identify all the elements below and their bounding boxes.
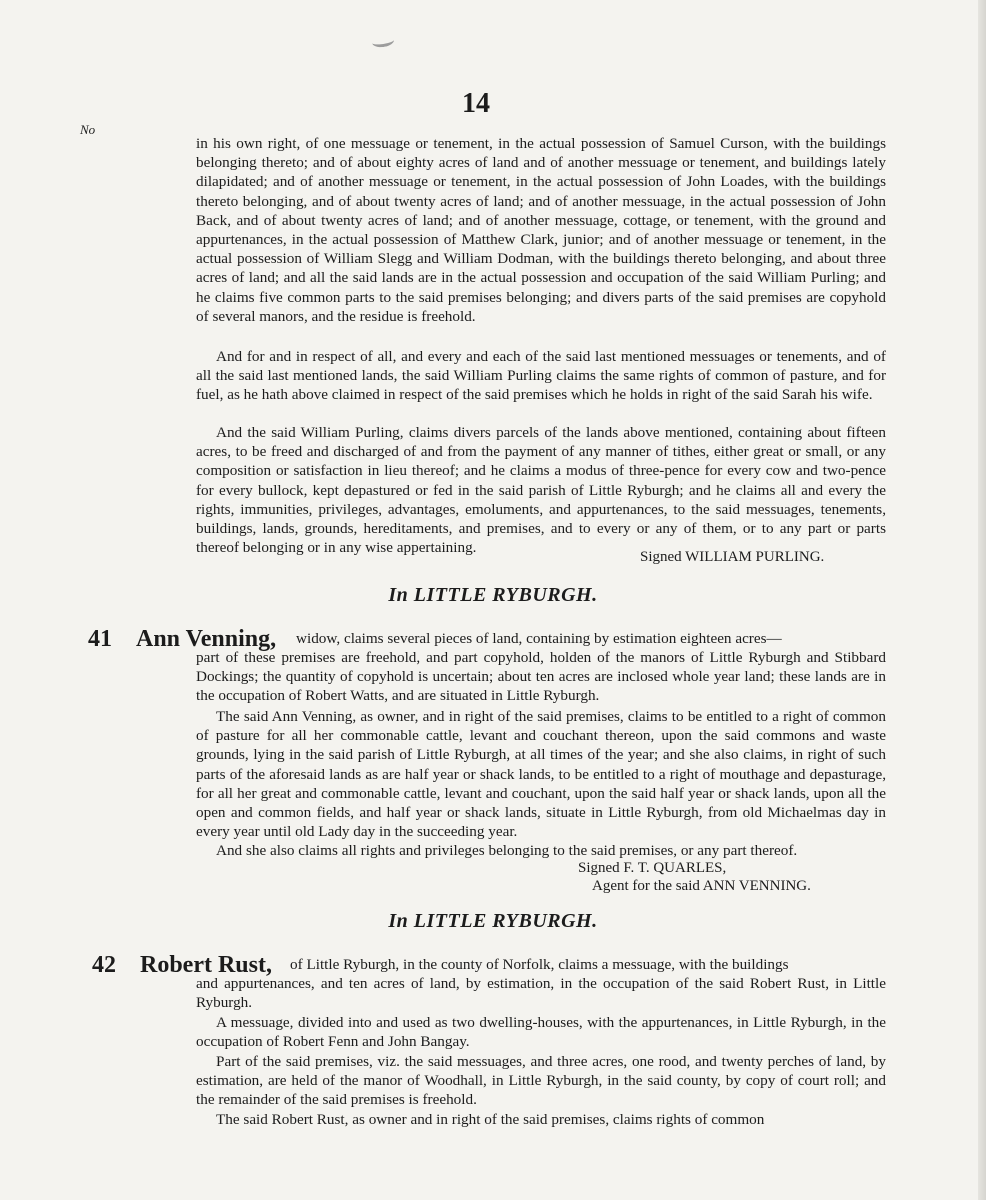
page-number: 14 [462,88,490,119]
entry-41-first-line: widow, claims several pieces of land, containing by estimation eighteen acres— [296,630,782,647]
entry-42-paragraph-2: A messuage, divided into and used as two dwelling-houses, with the appurtenances, in Little Ryburgh, in the occupation of Robert Fenn and John Bangay. [196,1014,886,1051]
entry-42-name: Robert Rust, [140,952,272,978]
ink-mark [371,35,394,49]
entry-41-paragraph-2: The said Ann Venning, as owner, and in right of the said premises, claims to be entitled to a right of common of pasture for all her commonable cattle, levant and couchant thereon, upon the said commons and waste grounds, lying in the said parish of Little Ryburgh, at all times of the year; and she also claims, in right of such parts of the aforesaid lands as are half year or shack lands, to be entitled to a right of mouthage and depasturage, for all her great and commonable cattle, levant and couchant, upon the said half year or shack lands, upon all the open and common fields, and half year or shack lands, situate in Little Ryburgh, from old Michaelmas day in every year until old Lady day in the succeeding year. [196,708,886,841]
entry-42-first-line: of Little Ryburgh, in the county of Norfolk, claims a messuage, with the buildings [290,956,789,973]
margin-note: No [80,122,96,137]
entry-42-paragraph-1: and appurtenances, and ten acres of land, by estimation, in the occupation of the said Robert Rust, in Little Ryburgh. [196,975,886,1012]
entry-41-agent: Agent for the said ANN VENNING. [592,878,811,894]
entry-42-paragraph-4: The said Robert Rust, as owner and in right of the said premises, claims rights of common [216,1111,765,1128]
entry-41-name: Ann Venning, [136,626,277,652]
purling-paragraph-3: And the said William Purling, claims divers parcels of the lands above mentioned, containing about fifteen acres, to be freed and discharged of and from the payment of any manner of tithes, either great or small, or any composition or satisfaction in lieu thereof; and he claims a modus of three-pence for every cow and two-pence for every bullock, kept depastured or fed in the said parish of Little Ryburgh; and he claims all and every the rights, immunities, privileges, advantages, emoluments, and appurtenances, to the said messuages, tenements, buildings, lands, grounds, hereditaments, and premises, and to every or any of them, or to any part or parts thereof belonging or in any wise appertaining. [196,424,886,557]
entry-42-number: 42 [92,952,116,978]
entry-41-paragraph-1: part of these premises are freehold, and part copyhold, holden of the manors of Little Ryburgh and Stibbard Dockings; the quantity of copyhold is uncertain; about ten acres are inclosed whole year land; these lands are in the occupation of Robert Watts, and are situated in Little Ryburgh. [196,649,886,705]
purling-signature: Signed WILLIAM PURLING. [640,549,825,565]
entry-41-paragraph-3: And she also claims all rights and privileges belonging to the said premises, or any part thereof. [216,842,798,859]
entry-42-paragraph-3: Part of the said premises, viz. the said messuages, and three acres, one rood, and twenty perches of land, by estimation, are held of the manor of Woodhall, in Little Ryburgh, in the said county, by copy of court roll; and the remainder of the said premises is freehold. [196,1053,886,1109]
section-heading-1: In LITTLE RYBURGH. [388,584,598,606]
purling-paragraph-2: And for and in respect of all, and every and each of the said last mentioned messuages or tenements, and of all the said last mentioned lands, the said William Purling claims the same rights of common of pasture, and for fuel, as he hath above claimed in respect of the said premises which he holds in right of the said Sarah his wife. [196,348,886,404]
purling-paragraph-1: in his own right, of one messuage or tenement, in the actual possession of Samuel Curson, with the buildings belonging thereto; and of about eighty acres of land and of another messuage or tenement, and buildings lately dilapidated; and of another messuage or tenement, in the actual possession of John Loades, with the buildings thereto belonging, and of about twenty acres of land; and of another messuage, in the actual possession of John Back, and of about twenty acres of land; and of another messuage, cottage, or tenement, with the ground and appurtenances, in the actual possession of Matthew Clark, junior; and of another messuage or tenement, in the actual possession of William Slegg and William Dodman, with the buildings thereto belonging, and about three acres of land; and all the said lands are in the actual possession and occupation of the said William Purling; and he claims five common parts to the said premises belonging; and divers parts of the said premises are copyhold of several manors, and the residue is freehold. [196,135,886,325]
entry-41-signature: Signed F. T. QUARLES, [578,860,727,876]
section-heading-2: In LITTLE RYBURGH. [388,910,598,932]
entry-41-number: 41 [88,626,112,652]
